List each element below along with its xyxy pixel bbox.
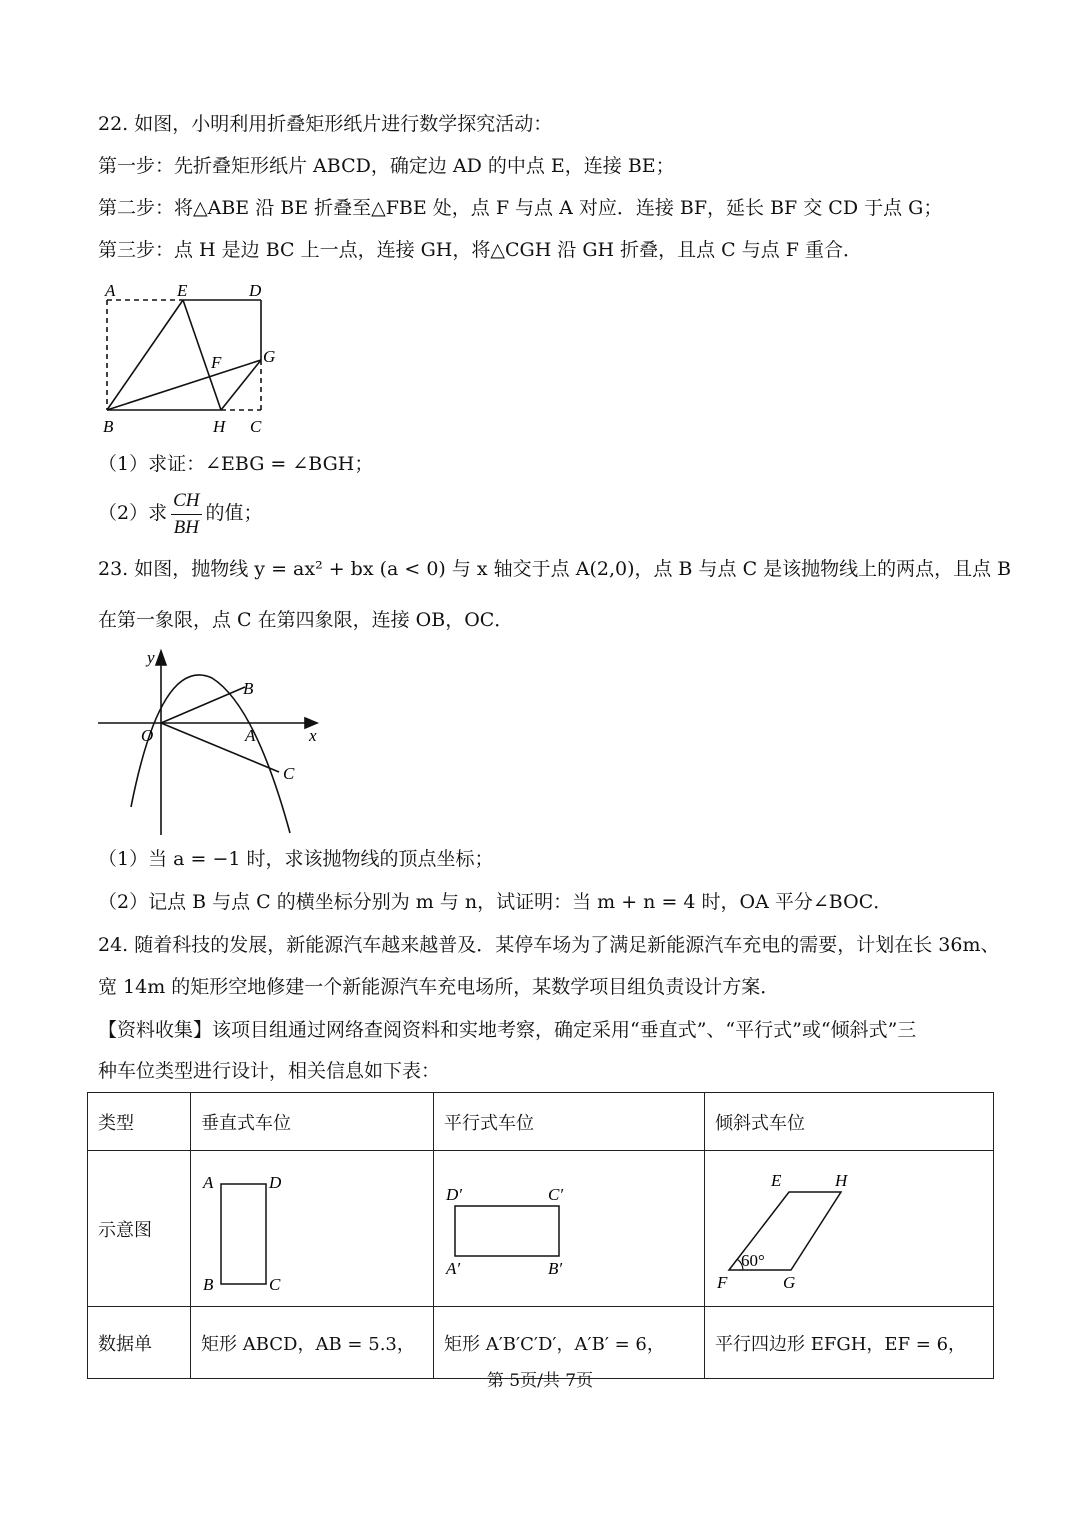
page-footer: 第 5页/共 7页 [486,1371,594,1391]
data-parallel: 矩形 A′B′C′D′，A′B′ = 6， [434,1307,705,1379]
angle-label: 60° [741,1251,765,1270]
fig3-E: E [771,1171,782,1190]
fig2-D: D′ [446,1185,462,1204]
header-vertical: 垂直式车位 [191,1093,434,1151]
label-y: y [147,648,155,667]
fraction-numerator: CH [171,488,201,515]
q22-figure [95,280,295,440]
q22-step3: 第三步：点 H 是边 BC 上一点，连接 GH，将△CGH 沿 GH 折叠，且点 C 与点 F 重合． [98,239,863,261]
diagram-vertical [191,1151,434,1307]
label-C: C [250,417,262,436]
data-oblique: 平行四边形 EFGH，EF = 6， [705,1307,994,1379]
table-diagram-row [88,1151,994,1307]
label-E: E [177,281,188,300]
q22-part2-suffix: 的值； [205,502,263,524]
q22-step2: 第二步：将△ABE 沿 BE 折叠至△FBE 处，点 F 与点 A 对应．连接 BF，延长 BF 交 CD 于点 G； [98,197,943,219]
fig1-B: B [203,1275,214,1294]
fig2-C: C′ [548,1185,564,1204]
fig2-B: B′ [548,1259,563,1278]
label-x: x [309,726,317,745]
label-C: C [283,764,295,783]
diagram-oblique [705,1151,994,1307]
label-A: A [105,281,116,300]
q22-part2 [98,486,263,541]
q22-part1: （1）求证：∠EBG = ∠BGH； [98,453,374,475]
label-O: O [141,726,154,745]
label-G: G [263,347,276,366]
q24-line4: 种车位类型进行设计，相关信息如下表： [98,1060,441,1082]
label-B: B [103,417,114,436]
fig2-A: A′ [446,1259,461,1278]
fig3-F: F [717,1273,728,1292]
header-oblique: 倾斜式车位 [705,1093,994,1151]
parallel-slot-figure [444,1156,594,1296]
fraction-denominator: BH [173,516,199,538]
q22-intro: 22. 如图，小明利用折叠矩形纸片进行数学探究活动： [98,113,553,135]
q24-line3: 【资料收集】该项目组通过网络查阅资料和实地考察，确定采用“垂直式”、“平行式”或“倾斜式”三 [98,1019,917,1041]
label-F: F [211,353,222,372]
label-H: H [213,417,226,436]
header-type: 类型 [88,1093,191,1151]
q22-fraction [171,488,201,541]
fig1-A: A [203,1173,214,1192]
data-label: 数据单 [88,1307,191,1379]
label-B: B [243,679,254,698]
header-parallel: 平行式车位 [434,1093,705,1151]
fig3-H: H [835,1171,848,1190]
label-D: D [249,281,262,300]
label-A: A [245,726,256,745]
q24-line2: 宽 14m 的矩形空地修建一个新能源汽车充电场所，某数学项目组负责设计方案． [98,976,780,998]
q23-part2: （2）记点 B 与点 C 的横坐标分别为 m 与 n，试证明：当 m + n = 4 时，OA 平分∠BOC． [98,891,893,913]
data-vertical: 矩形 ABCD，AB = 5.3， [191,1307,434,1379]
fig3-G: G [783,1273,796,1292]
q23-line2: 在第一象限，点 C 在第四象限，连接 OB，OC． [98,609,514,631]
q24-line1: 24. 随着科技的发展，新能源汽车越来越普及．某停车场为了满足新能源汽车充电的需要，计划在长 36m、 [98,934,1000,956]
q23-part1: （1）当 a = −1 时，求该抛物线的顶点坐标； [98,848,494,870]
parking-table [87,1092,994,1379]
q22-step1: 第一步：先折叠矩形纸片 ABCD，确定边 AD 的中点 E，连接 BE； [98,155,675,177]
table-header-row [88,1093,994,1151]
oblique-slot-figure [715,1156,875,1296]
vertical-slot-figure [201,1156,321,1296]
fig1-C: C [269,1275,281,1294]
q23-line1: 23. 如图，抛物线 y = ax² + bx (a < 0) 与 x 轴交于点 A(2,0)，点 B 与点 C 是该抛物线上的两点，且点 B [98,558,1012,580]
q23-figure [95,645,335,840]
fig1-D: D [269,1173,282,1192]
q22-part2-prefix: （2）求 [98,502,168,524]
diagram-label: 示意图 [88,1151,191,1307]
diagram-parallel [434,1151,705,1307]
